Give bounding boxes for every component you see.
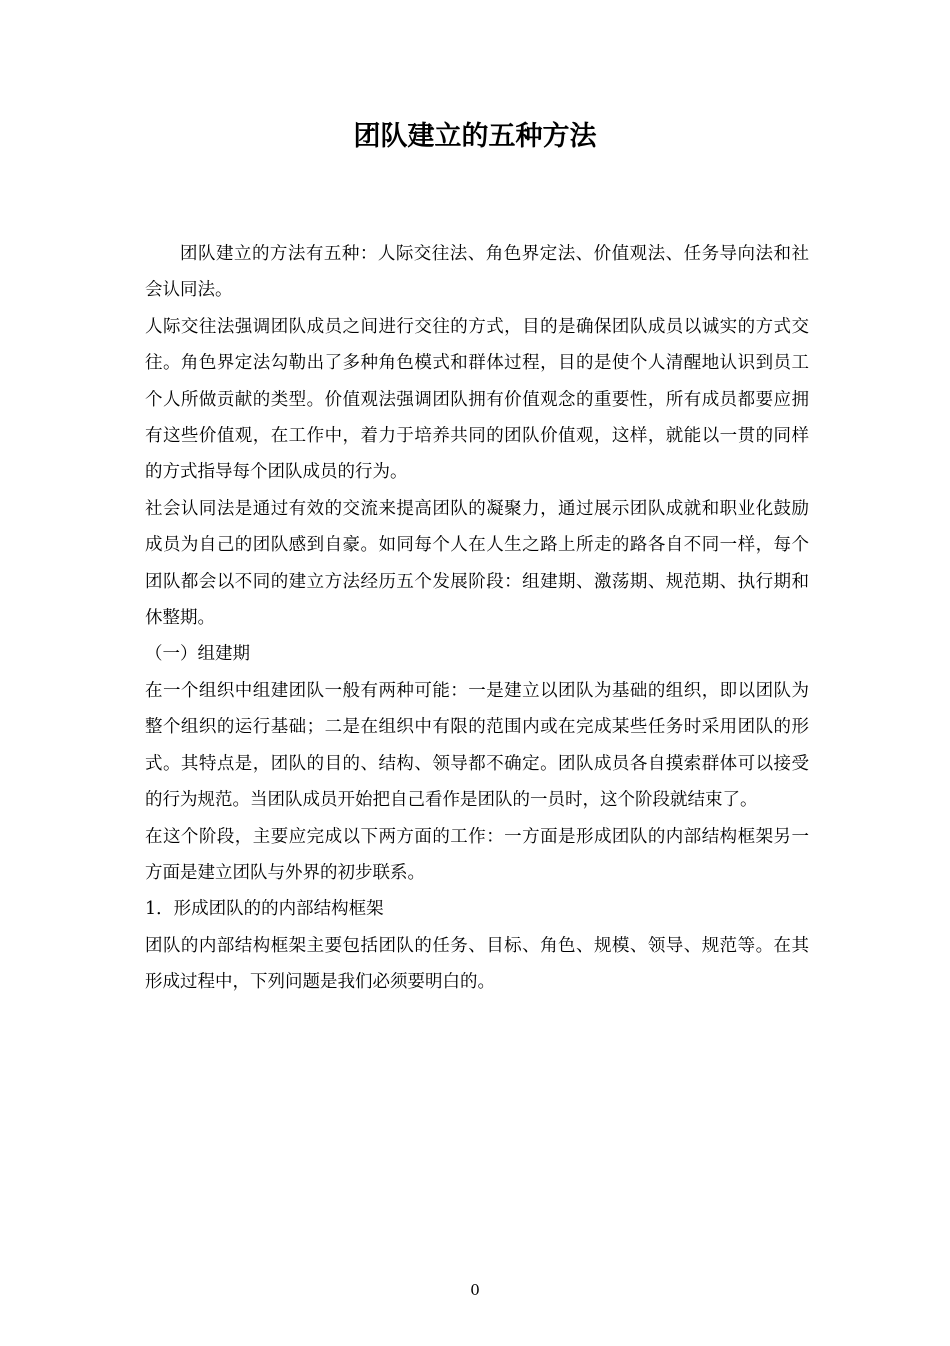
section-heading-forming: （一）组建期	[145, 644, 250, 665]
paragraph-forming: 在一个组织中组建团队一般有两种可能：一是建立以团队为基础的组织，即以团队为整个组织的运行基础；二是在组织中有限的范围内或在完成某些任务时采用团队的形式。其特点是，团队的目的、结构、领导都不确定。团队成员各自摸索群体可以接受的行为规范。当团队成员开始把自己看作是团队的一员时，这个阶段就结束了。	[145, 680, 809, 811]
paragraph-methods: 人际交往法强调团队成员之间进行交往的方式，目的是确保团队成员以诚实的方式交往。角色界定法勾勒出了多种角色模式和群体过程，目的是使个人清醒地认识到员工个人所做贡献的类型。价值观法强调团队拥有价值观念的重要性，所有成员都要应拥有这些价值观，在工作中，着力于培养共同的团队价值观，这样，就能以一贯的同样的方式指导每个团队成员的行为。	[145, 316, 809, 483]
paragraph-forming-tasks: 在这个阶段，主要应完成以下两方面的工作：一方面是形成团队的内部结构框架另一方面是建立团队与外界的初步联系。	[145, 826, 809, 883]
paragraph-intro: 团队建立的方法有五种：人际交往法、角色界定法、价值观法、任务导向法和社会认同法。	[145, 244, 809, 301]
document-body	[145, 236, 809, 1001]
paragraph-structure: 团队的内部结构框架主要包括团队的任务、目标、角色、规模、领导、规范等。在其形成过程中，下列问题是我们必须要明白的。	[145, 935, 809, 993]
page-number: 0	[470, 1281, 480, 1299]
document-title: 团队建立的五种方法	[353, 121, 597, 152]
subsection-heading-structure: 1．形成团队的的内部结构框架	[145, 899, 384, 920]
paragraph-social-identity: 社会认同法是通过有效的交流来提高团队的凝聚力，通过展示团队成就和职业化鼓励成员为自己的团队感到自豪。如同每个人在人生之路上所走的路各自不同一样，每个团队都会以不同的建立方法经历五个发展阶段：组建期、激荡期、规范期、执行期和休整期。	[145, 498, 809, 629]
